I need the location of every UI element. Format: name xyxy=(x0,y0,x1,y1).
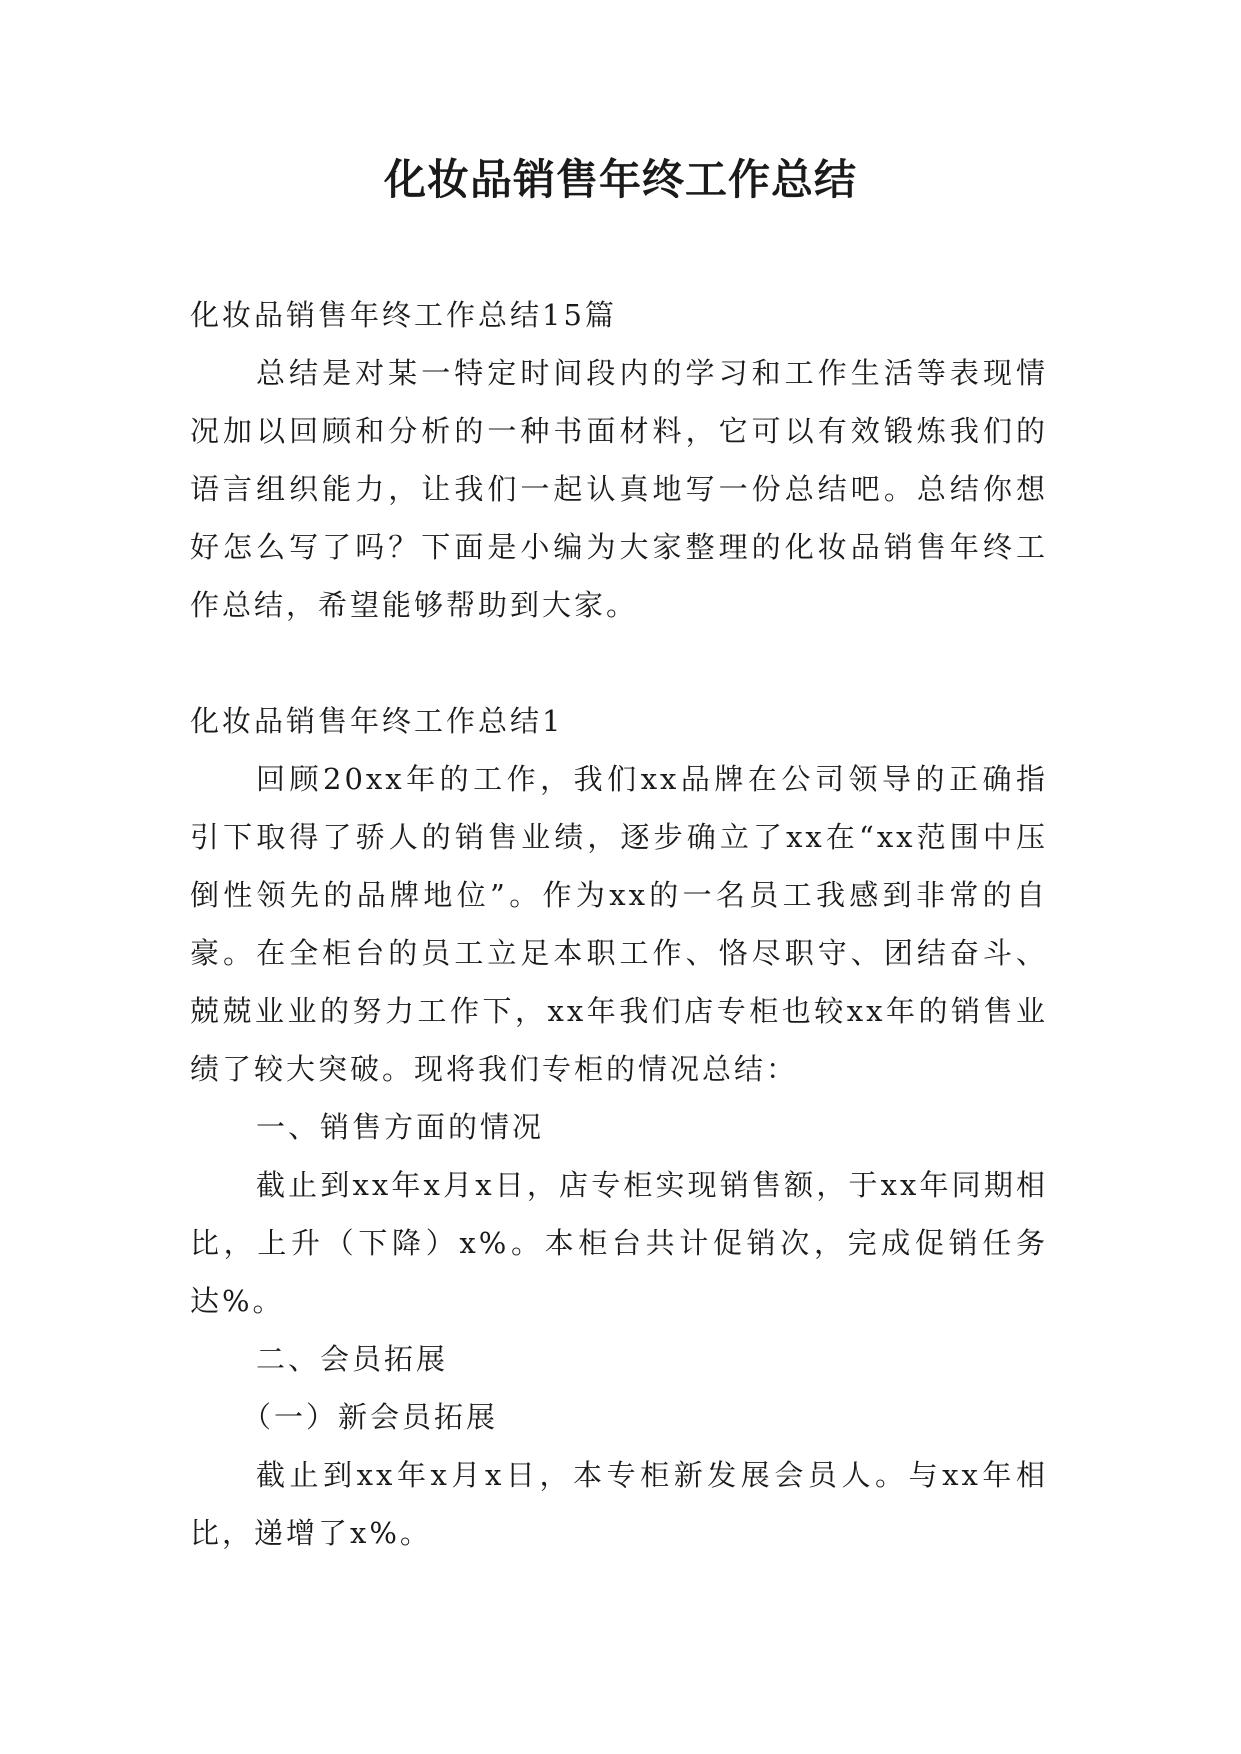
review-paragraph: 回顾20xx年的工作，我们xx品牌在公司领导的正确指引下取得了骄人的销售业绩，逐步确立了xx在“xx范围中压倒性领先的品牌地位”。作为xx的一名员工我感到非常的自豪。在全柜台的员工立足本职工作、恪尽职守、团结奋斗、兢兢业业的努力工作下，xx年我们店专柜也较xx年的销售业绩了较大突破。现将我们专柜的情况总结： xyxy=(190,762,1048,1086)
section-heading-members: 二、会员拓展 xyxy=(256,1342,449,1376)
article-heading: 化妆品销售年终工作总结1 xyxy=(190,704,564,738)
document-title: 化妆品销售年终工作总结 xyxy=(383,155,857,204)
paragraph-spacer xyxy=(190,634,1048,692)
new-members-paragraph: 截止到xx年x月x日，本专柜新发展会员人。与xx年相比，递增了x%。 xyxy=(190,1458,1048,1550)
section-heading-sales: 一、销售方面的情况 xyxy=(256,1110,545,1144)
collection-heading: 化妆品销售年终工作总结15篇 xyxy=(190,298,617,332)
subsection-heading-new-members: （一）新会员拓展 xyxy=(242,1400,499,1434)
intro-paragraph: 总结是对某一特定时间段内的学习和工作生活等表现情况加以回顾和分析的一种书面材料，它可以有效锻炼我们的语言组织能力，让我们一起认真地写一份总结吧。总结你想好怎么写了吗？下面是小编为大家整理的化妆品销售年终工作总结，希望能够帮助到大家。 xyxy=(190,356,1048,622)
sales-paragraph: 截止到xx年x月x日，店专柜实现销售额，于xx年同期相比，上升（下降）x%。本柜台共计促销次，完成促销任务达%。 xyxy=(190,1168,1048,1318)
document-body xyxy=(190,286,1048,1562)
